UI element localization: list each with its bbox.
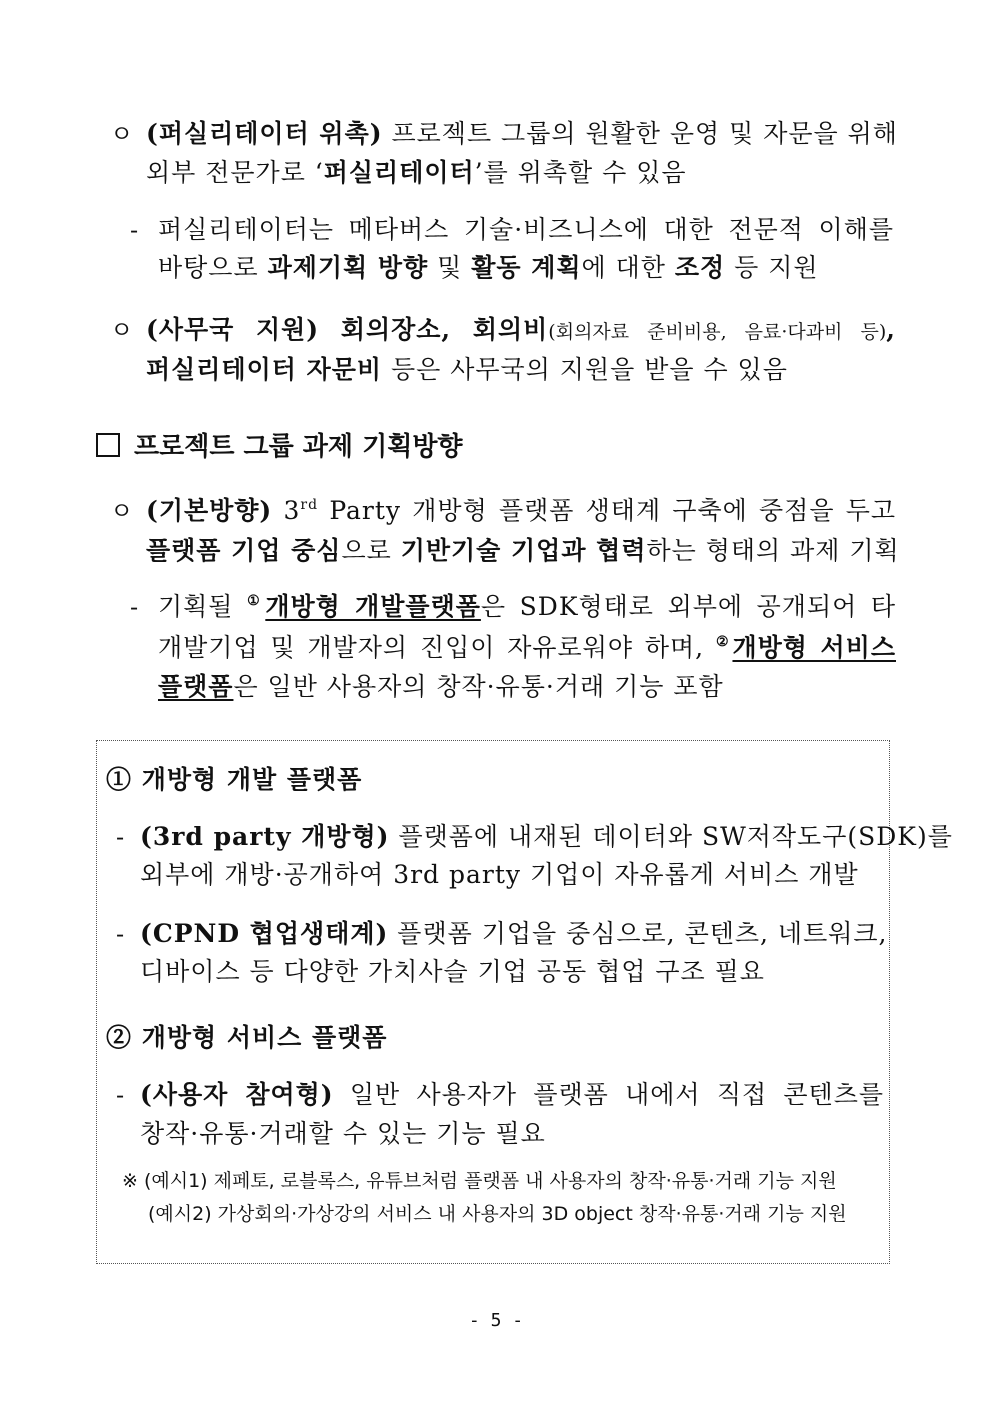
text-span: 플랫폼에 내재된 데이터와 SW저작도구(SDK)를	[389, 822, 953, 851]
text-span: 은 일반 사용자의 창작·유통·거래 기능 포함	[233, 672, 724, 701]
text-span: 일반 사용자가 플랫폼 내에서 직접 콘텐츠를	[333, 1080, 885, 1109]
bold-span: 플랫폼 기업 중심	[146, 536, 342, 565]
bold-span: 조정	[674, 253, 726, 282]
section-heading	[96, 428, 463, 466]
bold-span: 과제기획 방향	[267, 253, 429, 282]
office-bold-2: 퍼실리테이터 자문비	[146, 355, 383, 384]
office-comma: ,	[886, 315, 896, 344]
box-item2-sub1-line-1	[140, 1078, 884, 1112]
bold-span: (CPND 협업생태계)	[140, 919, 389, 948]
page-number: - 5 -	[468, 1310, 524, 1331]
basic-num: 3	[272, 496, 301, 525]
bold-span: 활동 계획	[471, 253, 582, 282]
text-span: 기획될	[158, 592, 248, 621]
dash-marker: -	[116, 823, 125, 851]
circled-two: ②	[716, 634, 733, 650]
facilitator-text-2b: ’를 위촉할 수 있음	[474, 158, 687, 187]
box-item1-sub1-line-1	[140, 820, 953, 854]
box-item1-sub2-line-1	[140, 917, 888, 951]
dash-marker: -	[130, 593, 139, 621]
checkbox-square-icon	[96, 433, 120, 457]
dash-marker: -	[116, 920, 125, 948]
bold-span: (사용자 참여형)	[140, 1080, 334, 1109]
bullet-circle: ㅇ	[110, 120, 134, 148]
facilitator-label: (퍼실리테이터 위촉)	[146, 119, 383, 148]
box-item1-title: ① 개방형 개발 플랫폼	[106, 765, 363, 794]
underlined-bold: 플랫폼	[158, 672, 234, 701]
office-text-2: 등은 사무국의 지원을 받을 수 있음	[382, 355, 788, 384]
plan-line-1	[158, 590, 896, 624]
office-line-2	[146, 353, 788, 387]
box-item2-title: ② 개방형 서비스 플랫폼	[106, 1023, 388, 1052]
text-span: 하는 형태의 과제 기획	[646, 536, 900, 565]
basic-line-1	[146, 494, 896, 528]
box-item2-sub1-line-2: 창작·유통·거래할 수 있는 기능 필요	[140, 1119, 546, 1148]
facilitator-sub-line-1: 퍼실리테이터는 메타버스 기술·비즈니스에 대한 전문적 이해를	[158, 215, 894, 244]
box-note-line-2: (예시2) 가상회의·가상강의 서비스 내 사용자의 3D object 창작·유통·거래 기능 지원	[148, 1203, 847, 1225]
office-line-1	[146, 313, 896, 349]
text-span: 개발기업 및 개발자의 진입이 자유로워야 하며,	[158, 633, 716, 662]
underlined-bold: 개방형 개발플랫폼	[265, 592, 481, 621]
text-span: 으로	[341, 536, 401, 565]
underlined-bold: 개방형 서비스	[732, 633, 896, 662]
bold-span: (3rd party 개방형)	[140, 822, 390, 851]
facilitator-line-1	[146, 117, 898, 151]
text-span: 에 대한	[581, 253, 675, 282]
text-span: 바탕으로	[158, 253, 268, 282]
facilitator-line-2	[146, 156, 687, 190]
office-label: (사무국 지원)	[146, 315, 320, 344]
facilitator-text-1: 프로젝트 그룹의 원활한 운영 및 자문을 위해	[382, 119, 898, 148]
basic-line-2	[146, 534, 900, 568]
basic-sup: rd	[300, 497, 319, 513]
bullet-circle: ㅇ	[110, 497, 134, 525]
text-span: 등 지원	[725, 253, 819, 282]
basic-text-1: Party 개방형 플랫폼 생태계 구축에 중점을 두고	[318, 496, 897, 525]
office-bold: 회의장소, 회의비	[319, 315, 549, 344]
box-item1-sub1-line-2: 외부에 개방·공개하여 3rd party 기업이 자유롭게 서비스 개발	[140, 860, 859, 889]
text-span: 및	[428, 253, 472, 282]
circled-one: ①	[247, 593, 266, 609]
plan-line-3	[158, 670, 724, 704]
box-note-line-1: ※ (예시1) 제페토, 로블록스, 유튜브처럼 플랫폼 내 사용자의 창작·유통·거래 기능 지원	[122, 1170, 837, 1192]
office-small-text: (회의자료 준비비용, 음료·다과비 등)	[548, 321, 887, 343]
facilitator-bold: 퍼실리테이터	[323, 158, 475, 187]
facilitator-sub-line-2	[158, 251, 819, 285]
dash-marker: -	[116, 1081, 125, 1109]
text-span: 플랫폼 기업을 중심으로, 콘텐츠, 네트워크,	[388, 919, 888, 948]
text-span: 은 SDK형태로 외부에 공개되어 타	[480, 592, 897, 621]
basic-label: (기본방향)	[146, 496, 273, 525]
facilitator-text-2a: 외부 전문가로 ‘	[146, 158, 324, 187]
bold-span: 기반기술 기업과 협력	[400, 536, 647, 565]
heading-text: 프로젝트 그룹 과제 기획방향	[134, 432, 463, 462]
box-item1-sub2-line-2: 디바이스 등 다양한 가치사슬 기업 공동 협업 구조 필요	[140, 957, 765, 986]
dash-marker: -	[130, 216, 139, 244]
plan-line-2	[158, 631, 896, 665]
bullet-circle: ㅇ	[110, 316, 134, 344]
